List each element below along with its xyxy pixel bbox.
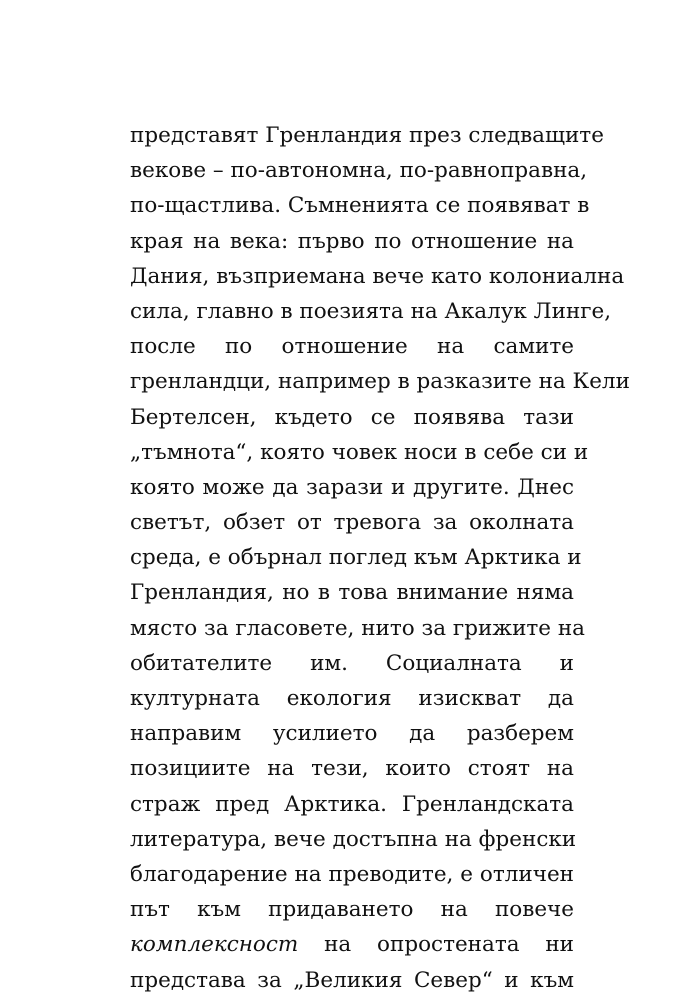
italic-term: комплексност	[130, 932, 299, 958]
text-line: Дания, възприемана вече като колониална	[130, 263, 625, 289]
text-line: позициите на тези, които стоят на	[130, 756, 574, 782]
text-line: място за гласовете, нито за грижите на	[130, 615, 585, 641]
text-line: страж пред Арктика. Гренландската	[130, 791, 574, 817]
text-line-rest: на опростената ни	[298, 932, 574, 958]
text-line: път към придаването на повече	[130, 897, 574, 923]
text-line: представят Гренландия през следващите	[130, 123, 604, 148]
text-line: сила, главно в поезията на Акалук Линге,	[130, 298, 612, 324]
text-line: направим усилието да разберем	[130, 721, 574, 747]
text-line: гренландци, например в разказите на Кели	[130, 369, 630, 395]
text-line	[130, 927, 574, 962]
text-line: после по отношение на самите	[130, 334, 574, 360]
text-line: Гренландия, но в това внимание няма	[130, 580, 574, 606]
text-line: която може да зарази и другите. Днес	[130, 474, 574, 500]
text-line: културната екология изискват да	[130, 686, 574, 711]
text-line: светът, обзет от тревога за околната	[130, 510, 574, 536]
text-line: векове – по-автономна, по-равноправна,	[130, 158, 588, 184]
body-text	[130, 118, 630, 998]
text-line: по-щастлива. Съмненията се появяват в	[130, 193, 590, 219]
text-line: представа за „Великия Север“ и към	[130, 967, 574, 993]
text-line: „тъмнота“, която човек носи в себе си и	[130, 439, 589, 465]
text-line: Бертелсен, където се появява тази	[130, 404, 574, 430]
text-line: края на века: първо по отношение на	[130, 228, 574, 254]
text-line: среда, е обърнал поглед към Арктика и	[130, 545, 582, 571]
text-line: благодарение на преводите, е отличен	[130, 861, 574, 887]
text-line: литература, вече достъпна на френски	[130, 826, 577, 852]
text-line: обитателите им. Социалната и	[130, 650, 574, 676]
